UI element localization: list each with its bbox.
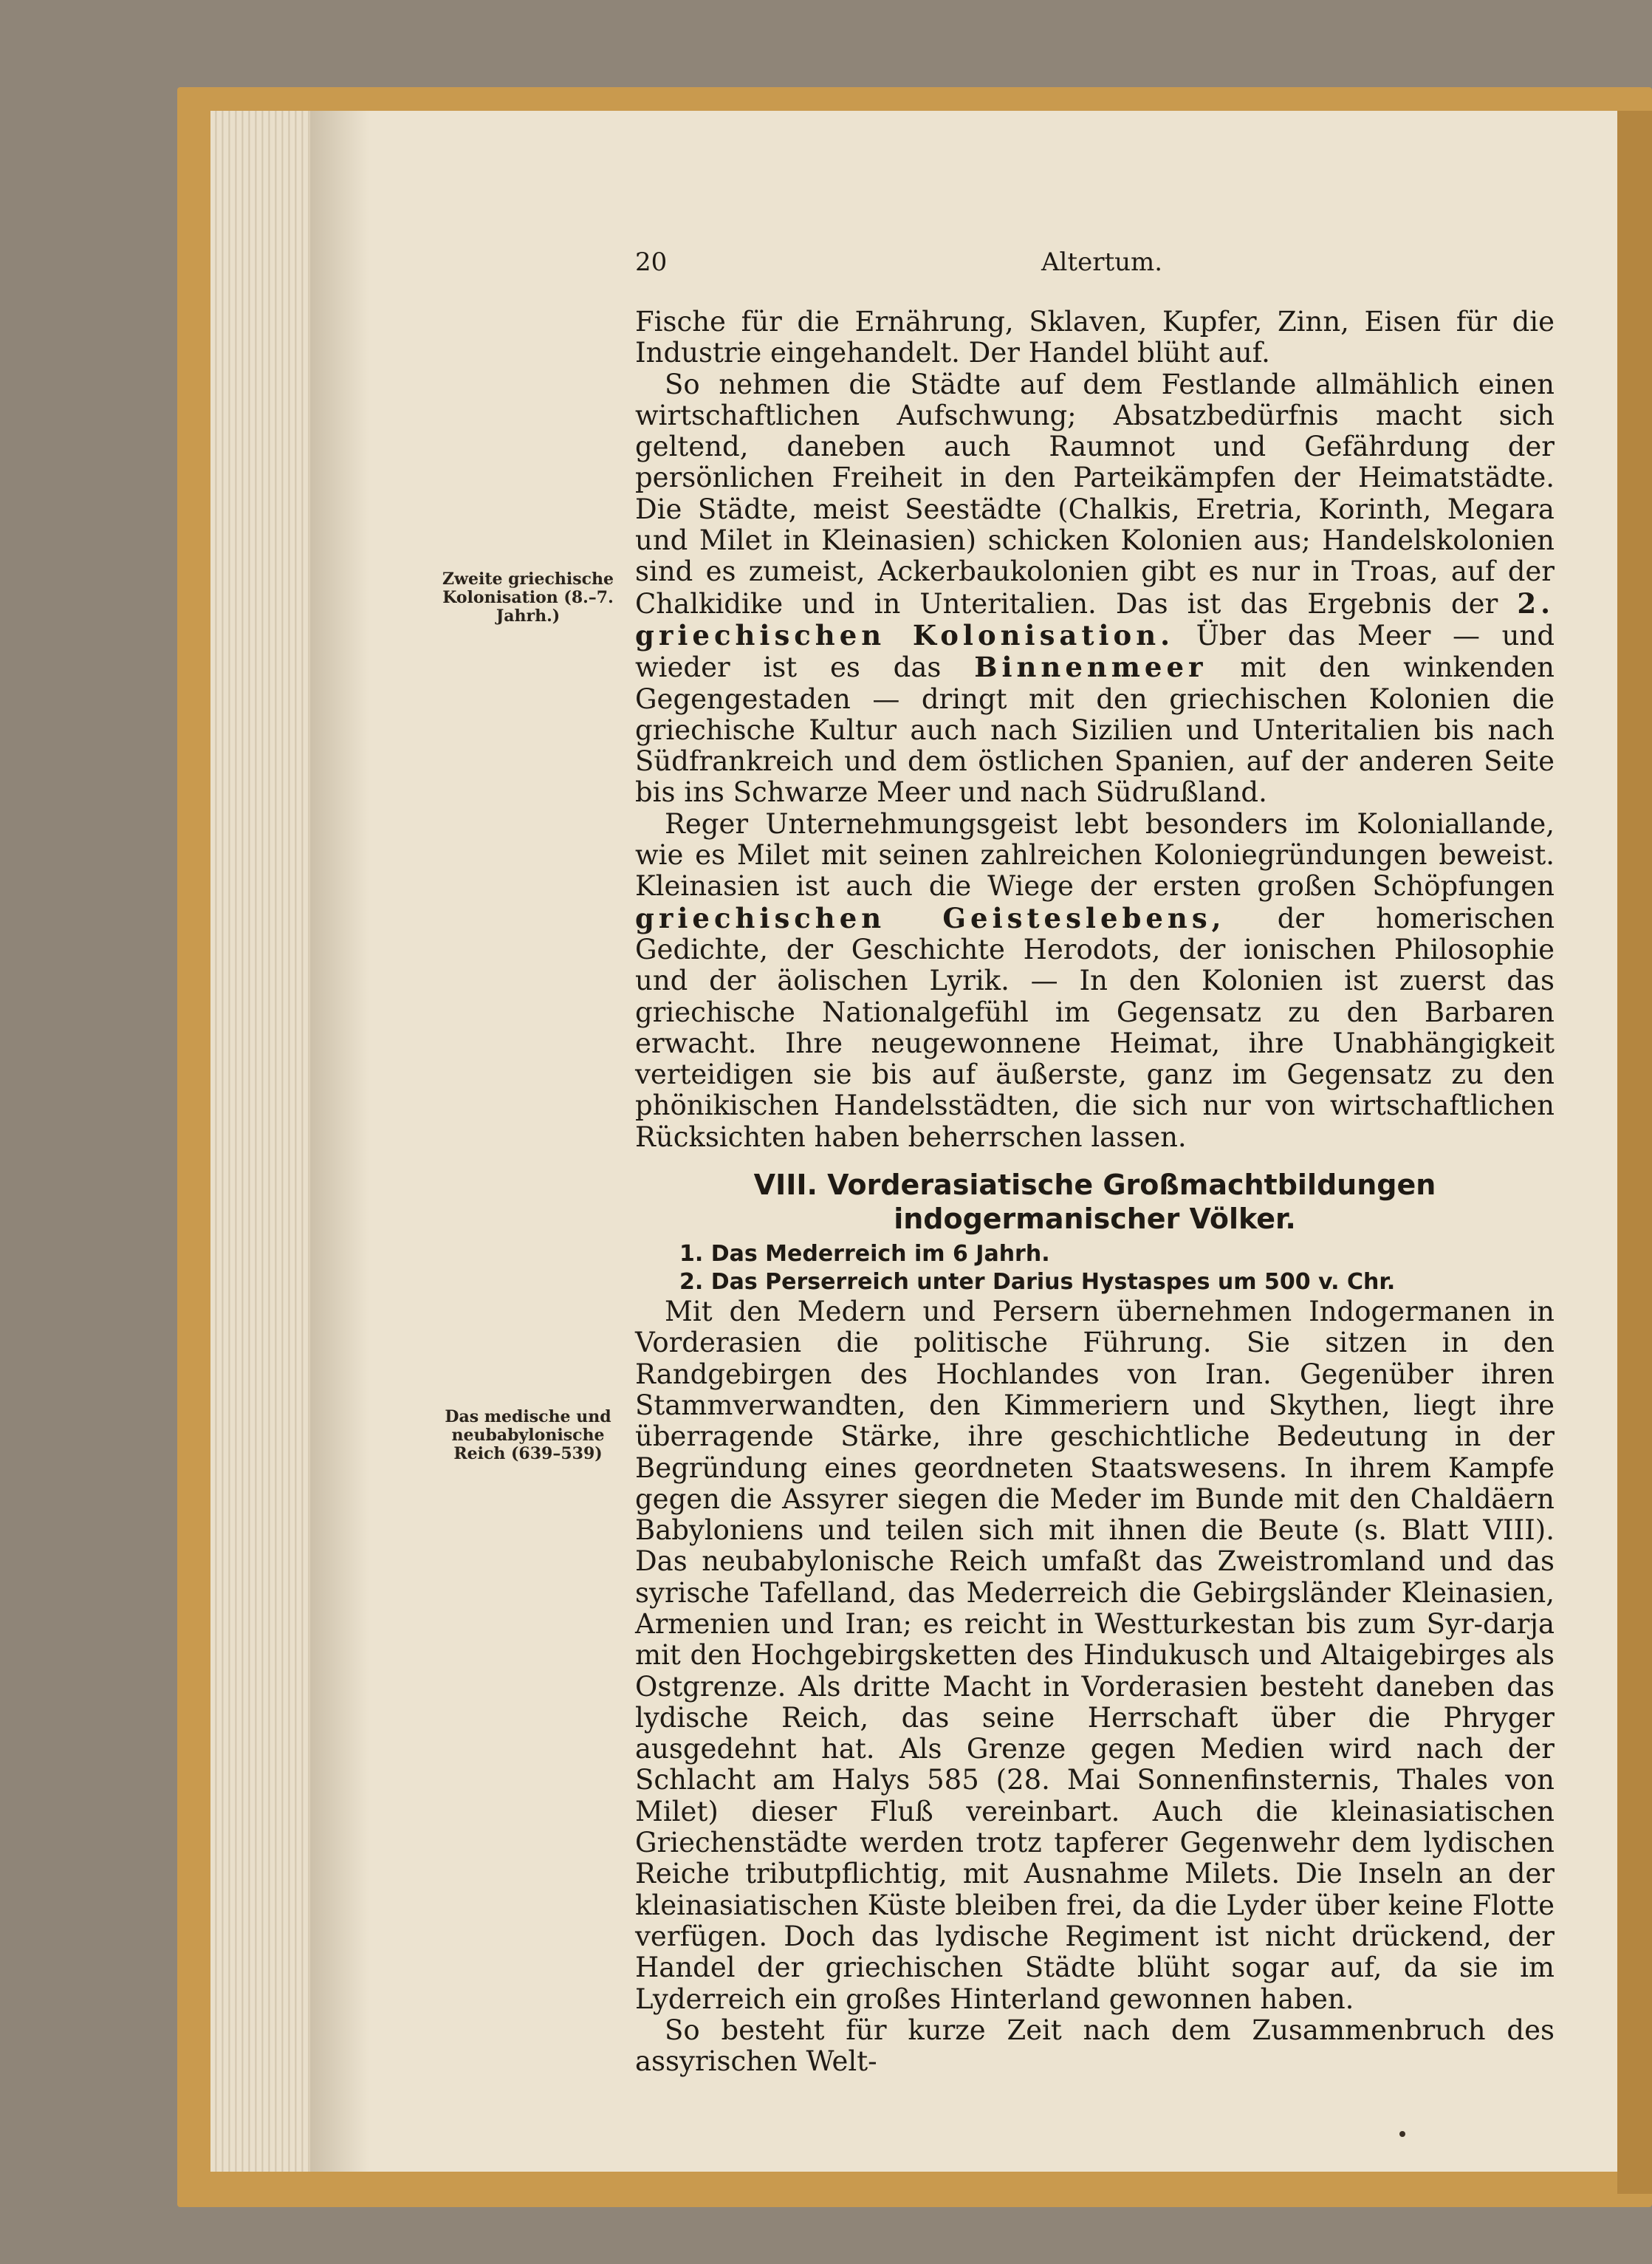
body-text <box>635 307 1555 2077</box>
section-heading: VIII. Vorderasiatische Großmachtbildungen indogermanischer Völker. <box>753 1169 1436 1236</box>
subheading: 1. Das Mederreich im 6 Jahrh. <box>679 1241 1050 1268</box>
cover-edge <box>1617 111 1652 2194</box>
page-number: 20 <box>635 247 668 277</box>
emphasis: Binnenmeer <box>974 651 1207 684</box>
running-head <box>635 247 1558 277</box>
page-stack-edges <box>210 111 321 2172</box>
page-gutter-shadow <box>310 111 369 2172</box>
paragraph: Reger Unternehmungsgeist lebt besonders im Koloniallande, wie es Milet mit seinen zahlreichen Koloniegründungen beweist. Kleinasien ist auch die Wiege der ersten großen Schöpfungen griechischen Geisteslebens, der homerischen Gedichte, der Geschichte Herodots, der ionischen Philosophie und der äolischen Lyrik. — In den Kolonien ist zuerst das griechische Nationalgefühl im Gegensatz zu den Barbaren erwacht. Ihre neugewonnene Heimat, ihre Unabhängigkeit verteidigen sie bis auf äußerste, ganz im Gegensatz zu den phönikischen Handelsstädten, die sich nur von wirtschaftlichen Rücksichten haben beherrschen lassen. <box>635 807 1555 1153</box>
running-head-title: Altertum. <box>1041 247 1163 277</box>
margin-note-reich: Das medische und neubabylonische Reich (639–539) <box>445 1407 611 1463</box>
paragraph: So besteht für kurze Zeit nach dem Zusammenbruch des assyrischen Welt- <box>635 2014 1555 2078</box>
subheading: 2. Das Perserreich unter Darius Hystaspes um 500 v. Chr. <box>679 1269 1396 1296</box>
paragraph: Mit den Medern und Persern übernehmen Indogermanen in Vorderasien die politische Führung. Sie sitzen in den Randgebirgen des Hochlandes von Iran. Gegenüber ihren Stammverwandten, den Kimmeriern und Skythen, liegt ihre überragende Stärke, ihre geschichtliche Bedeutung in der Begründung eines geordneten Staatswesens. In ihrem Kampfe gegen die Assyrer siegen die Meder im Bunde mit den Chaldäern Babyloniens und teilen sich mit ihnen die Beute (s. Blatt VIII). Das neubabylonische Reich umfaßt das Zweistromland und das syrische Tafelland, das Mederreich die Gebirgsländer Kleinasien, Armenien und Iran; es reicht in Westturkestan bis zum Syr-darja mit den Hochgebirgsketten des Hindukusch und Altaigebirges als Ostgrenze. Als dritte Macht in Vorderasien besteht daneben das lydische Reich, das seine Herrschaft über die Phryger ausgedehnt hat. Als Grenze gegen Medien wird nach der Schlacht am Halys 585 (28. Mai Sonnenfinsternis, Thales von Milet) dieser Fluß vereinbart. Auch die kleinasiatischen Griechenstädte werden trotz tapferer Gegenwehr dem lydischen Reiche tributpflichtig, mit Ausnahme Milets. Die Inseln an der kleinasiatischen Küste bleiben frei, da die Lyder über keine Flotte verfügen. Doch das lydische Regiment ist nicht drückend, der Handel der griechischen Städte blüht sogar auf, da sie im Lyderreich ein großes Hinterland gewonnen haben. <box>635 1296 1555 2015</box>
emphasis: 2. griechischen Kolonisation. <box>635 586 1555 652</box>
emphasis: griechischen Geisteslebens, <box>635 901 1226 934</box>
paragraph: So nehmen die Städte auf dem Festlande allmählich einen wirtschaftlichen Aufschwung; Absatzbedürfnis macht sich geltend, daneben auch Raumnot und Gefährdung der persönlichen Freiheit in den Parteikämpfen der Heimatstädte. Die Städte, meist Seestädte (Chalkis, Eretria, Korinth, Megara und Milet in Kleinasien) schicken Kolonien aus; Handelskolonien sind es zumeist, Ackerbaukolonien gibt es nur in Troas, auf der Chalkidike und in Unteritalien. Das ist das Ergebnis der 2. griechischen Kolonisation. Über das Meer — und wieder ist es das Binnenmeer mit den winkenden Gegengestaden — dringt mit den griechischen Kolonien die griechische Kultur auch nach Sizilien und Unteritalien bis nach Südfrankreich und dem östlichen Spanien, auf der anderen Seite bis ins Schwarze Meer und nach Südrußland. <box>635 368 1555 809</box>
paragraph: Fische für die Ernährung, Sklaven, Kupfer, Zinn, Eisen für die Industrie eingehandelt. Der Handel blüht auf. <box>635 306 1555 369</box>
margin-note-kolonisation: Zweite griechische Kolonisation (8.–7. Jahrh.) <box>442 570 614 626</box>
ink-speck <box>1399 2131 1405 2137</box>
